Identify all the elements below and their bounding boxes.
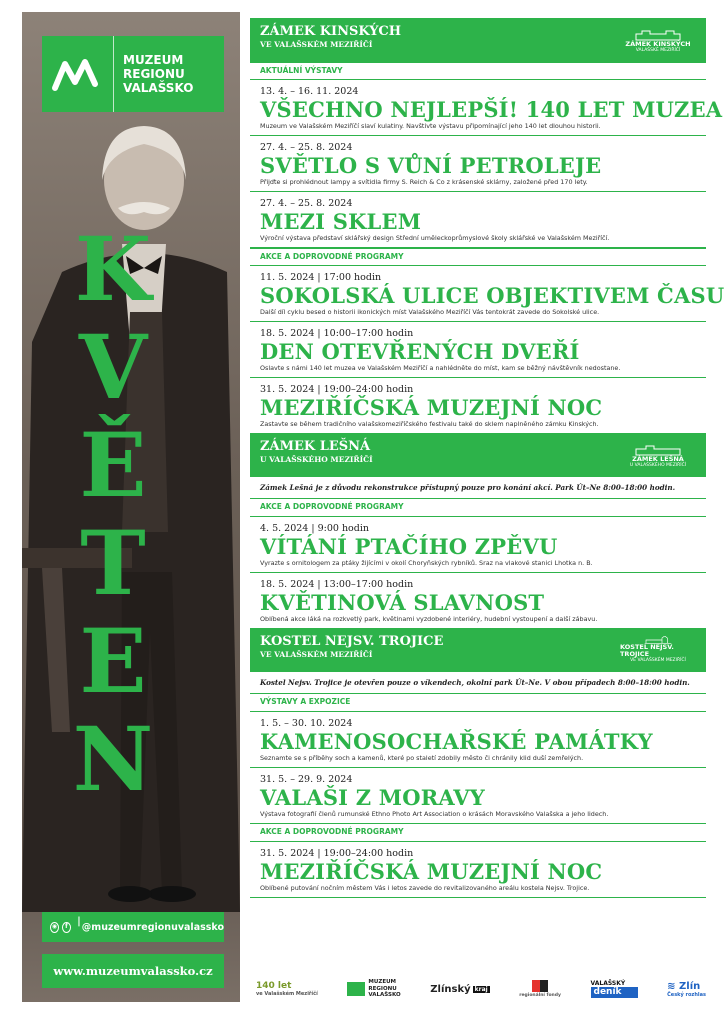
sponsor-140-let[interactable] bbox=[256, 981, 318, 997]
month-letter: T bbox=[80, 511, 146, 615]
event-description: Seznamte se s příběhy soch a kamenů, které po staletí zdobily město či chránily klid duší zemřelých. bbox=[260, 754, 584, 762]
venue-note: Zámek Lešná je z důvodu rekonstrukce přístupný pouze pro konání akcí. Park Út–Ne 8:00–18:00 hodin. bbox=[250, 477, 706, 499]
sponsor-valassky-text: VALAŠSKÝ bbox=[590, 980, 626, 987]
event-title: KAMENOSOCHAŘSKÉ PAMÁTKY bbox=[260, 729, 653, 754]
sponsor-strip bbox=[256, 974, 706, 1004]
event-item[interactable] bbox=[250, 192, 706, 248]
museum-logo[interactable] bbox=[42, 36, 224, 112]
event-title: VŠECHNO NEJLEPŠÍ! 140 LET MUZEA bbox=[260, 97, 723, 122]
sponsor-140-sub: ve Valašském Meziříčí bbox=[256, 991, 318, 997]
venue-logo-sub: U VALAŠSKÉHO MEZIŘÍČÍ bbox=[629, 463, 687, 468]
sponsor-zlin-text: Zlínský bbox=[430, 983, 471, 995]
venue-logo-main: ZÁMEK LEŠNÁ bbox=[632, 455, 684, 463]
event-item[interactable] bbox=[250, 378, 706, 433]
event-description: Výroční výstava představí sklářský design Střední uměleckoprůmyslové školy sklářské ve Valašském Meziříčí. bbox=[260, 234, 610, 242]
sponsor-zlin-region[interactable] bbox=[430, 984, 489, 995]
event-title: MEZIŘÍČSKÁ MUZEJNÍ NOC bbox=[260, 395, 603, 420]
event-date: 11. 5. 2024 | 17:00 hodin bbox=[260, 272, 382, 283]
radio-icon: ≋ bbox=[667, 980, 680, 992]
logo-line: VALAŠSKO bbox=[123, 81, 194, 95]
sponsor-cesky-rozhlas[interactable] bbox=[667, 981, 706, 998]
section-label: AKCE A DOPROVODNÉ PROGRAMY bbox=[250, 248, 706, 266]
event-title: KVĚTINOVÁ SLAVNOST bbox=[260, 590, 545, 615]
venue-subtitle: VE VALAŠSKÉM MEZIŘÍČÍ bbox=[260, 40, 373, 49]
section-label: AKCE A DOPROVODNÉ PROGRAMY bbox=[250, 499, 706, 517]
event-date: 31. 5. 2024 | 19:00–24:00 hodin bbox=[260, 384, 414, 395]
event-item[interactable] bbox=[250, 517, 706, 573]
sponsor-regional-text: regionální fondy bbox=[519, 993, 561, 998]
section-label: AKCE A DOPROVODNÉ PROGRAMY bbox=[250, 824, 706, 842]
church-logo-icon bbox=[620, 636, 696, 664]
event-date: 31. 5. 2024 | 19:00–24:00 hodin bbox=[260, 848, 414, 859]
event-description: Oblíbené putování nočním městem Vás i letos zavede do revitalizovaného areálu kostela Nejsv. Trojice. bbox=[260, 884, 590, 892]
website-link[interactable]: www.muzeumvalassko.cz bbox=[42, 954, 224, 988]
month-letter: V bbox=[78, 315, 148, 419]
venue-header-kinsky bbox=[250, 18, 706, 62]
venue-note: Kostel Nejsv. Trojice je otevřen pouze o víkendech, okolní park Út–Ne. V obou případech 8:00–18:00 hodin. bbox=[250, 672, 706, 694]
event-item[interactable] bbox=[250, 573, 706, 628]
event-description: Oslavte s námi 140 let muzea ve Valašském Meziříčí a nahlédněte do míst, kam se běžný návštěvník nedostane. bbox=[260, 364, 621, 372]
left-panel bbox=[22, 12, 240, 1002]
logo-line: REGIONU bbox=[123, 67, 185, 81]
museum-logo-text bbox=[114, 53, 193, 95]
event-item[interactable] bbox=[250, 266, 724, 322]
sponsor-museum[interactable] bbox=[347, 979, 400, 999]
event-date: 4. 5. 2024 | 9:00 hodin bbox=[260, 523, 370, 534]
program-list bbox=[250, 18, 724, 898]
event-description: Vyrazte s ornitologem za ptáky žijícími v okolí Choryňských rybníků. Sraz na vlakové stanici Lhotka n. B. bbox=[260, 559, 593, 567]
social-bar[interactable] bbox=[42, 912, 224, 942]
event-item[interactable] bbox=[250, 768, 706, 824]
venue-logo-sub: VE VALAŠSKÉM MEZIŘÍČÍ bbox=[630, 658, 686, 663]
sponsor-museum-line: REGIONU bbox=[368, 985, 397, 992]
event-title: SOKOLSKÁ ULICE OBJEKTIVEM ČASU bbox=[260, 283, 724, 308]
section-label: VÝSTAVY A EXPOZICE bbox=[250, 694, 706, 712]
event-title: MEZI SKLEM bbox=[260, 209, 422, 234]
section-label: AKTUÁLNÍ VÝSTAVY bbox=[250, 62, 706, 80]
social-divider: | bbox=[73, 916, 81, 938]
venue-header-trojice bbox=[250, 628, 706, 672]
event-description: Další díl cyklu besed o historii ikonických míst Valašského Meziříčí Vás tentokrát zavede do Sokolské ulice. bbox=[260, 308, 600, 316]
venue-name: ZÁMEK LEŠNÁ bbox=[260, 439, 371, 454]
castle-logo-icon bbox=[620, 26, 696, 54]
event-title: DEN OTEVŘENÝCH DVEŘÍ bbox=[260, 339, 580, 364]
event-title: VÍTÁNÍ PTAČÍHO ZPĚVU bbox=[260, 534, 558, 559]
event-date: 18. 5. 2024 | 13:00–17:00 hodin bbox=[260, 579, 414, 590]
event-description: Muzeum ve Valašském Meziříčí slaví kulatiny. Navštivte výstavu připomínající jeho 140 let dlouhou historii. bbox=[260, 122, 601, 130]
museum-small-logo-icon bbox=[347, 982, 365, 996]
month-letter: N bbox=[72, 707, 154, 811]
event-description: Přijďte si prohlédnout lampy a svítidla firmy S. Reich & Co z krásenské sklárny, založené před 170 lety. bbox=[260, 178, 588, 186]
month-title bbox=[68, 217, 158, 811]
sponsor-valassky-denik[interactable] bbox=[591, 980, 638, 998]
event-date: 27. 4. – 25. 8. 2024 bbox=[260, 198, 353, 209]
regional-funds-icon bbox=[532, 980, 548, 992]
event-date: 18. 5. 2024 | 10:00–17:00 hodin bbox=[260, 328, 414, 339]
event-description: Zastavte se během tradičního valašskomeziříčského festivalu také do sklem naplněného zámku Kinských. bbox=[260, 420, 599, 428]
event-item[interactable] bbox=[250, 842, 706, 898]
instagram-icon[interactable]: ◉ bbox=[50, 922, 59, 933]
event-title: MEZIŘÍČSKÁ MUZEJNÍ NOC bbox=[260, 859, 603, 884]
event-title: SVĚTLO S VŮNÍ PETROLEJE bbox=[260, 153, 602, 178]
logo-line: MUZEUM bbox=[123, 53, 184, 67]
castle-logo-icon bbox=[620, 441, 696, 469]
event-item[interactable] bbox=[250, 322, 706, 378]
month-letter: Ě bbox=[79, 413, 147, 517]
event-date: 1. 5. – 30. 10. 2024 bbox=[260, 718, 353, 729]
month-letter: E bbox=[79, 609, 147, 713]
venue-logo-sub: VALAŠSKÉ MEZIŘÍČÍ bbox=[635, 48, 681, 53]
event-description: Oblíbená akce láká na rozkvetlý park, květinami vyzdobené interiéry, hudební vystoupení a další zábavu. bbox=[260, 615, 598, 623]
event-item[interactable] bbox=[250, 80, 723, 136]
sponsor-140-text: 140 let bbox=[256, 981, 292, 991]
venue-logo-main: ZÁMEK KINSKÝCH bbox=[625, 40, 691, 48]
venue-header-lesna bbox=[250, 433, 706, 477]
sponsor-denik-text: deník bbox=[591, 987, 638, 998]
event-date: 13. 4. – 16. 11. 2024 bbox=[260, 86, 359, 97]
venue-logo-main: KOSTEL NEJSV. TROJICE bbox=[620, 643, 674, 658]
sponsor-museum-line: MUZEUM bbox=[368, 979, 397, 986]
museum-m-icon bbox=[42, 36, 114, 112]
venue-subtitle: VE VALAŠSKÉM MEZIŘÍČÍ bbox=[260, 650, 373, 659]
sponsor-cr-text: Zlín bbox=[679, 980, 701, 992]
sponsor-kraj-text: kraj bbox=[474, 985, 488, 993]
event-date: 27. 4. – 25. 8. 2024 bbox=[260, 142, 353, 153]
event-item[interactable] bbox=[250, 712, 706, 768]
venue-name: ZÁMEK KINSKÝCH bbox=[260, 24, 401, 39]
venue-subtitle: U VALAŠSKÉHO MEZIŘÍČÍ bbox=[260, 455, 373, 464]
event-description: Výstava fotografií členů rumunské Ethno Photo Art Association o krásách Moravského Valašska a jeho lidech. bbox=[260, 810, 609, 818]
event-title: VALAŠI Z MORAVY bbox=[260, 785, 485, 810]
sponsor-museum-line: VALAŠSKO bbox=[368, 992, 401, 999]
sponsor-cr-sub: Český rozhlas bbox=[667, 991, 706, 998]
event-item[interactable] bbox=[250, 136, 706, 192]
facebook-icon[interactable]: f bbox=[62, 922, 71, 933]
sponsor-regional-funds[interactable] bbox=[519, 980, 561, 998]
month-letter: K bbox=[74, 217, 152, 321]
social-handle[interactable]: @muzeumregionuvalassko bbox=[81, 921, 224, 933]
venue-name: KOSTEL NEJSV. TROJICE bbox=[260, 634, 444, 649]
event-date: 31. 5. – 29. 9. 2024 bbox=[260, 774, 353, 785]
